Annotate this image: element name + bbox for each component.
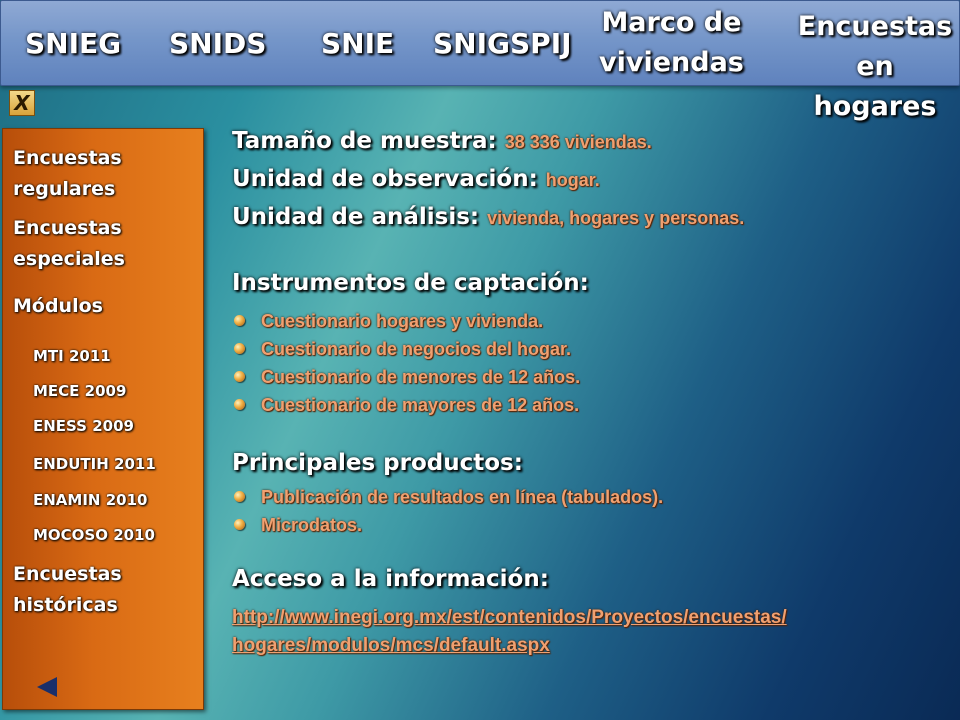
nav-marco-viviendas[interactable] <box>599 3 744 83</box>
list-item-text: Publicación de resultados en línea (tabulados). <box>261 487 664 507</box>
nav-marco-line2: viviendas <box>599 47 744 78</box>
top-nav-bar <box>0 0 960 122</box>
products-title: Principales productos: <box>232 450 523 476</box>
bullet-icon <box>234 343 245 354</box>
sidebar-item-label: Encuestas <box>13 563 122 585</box>
sidebar-item-encuestas-regulares[interactable] <box>13 143 122 205</box>
sidebar-item-modulos[interactable]: Módulos <box>13 295 103 317</box>
sidebar-item-label: especiales <box>13 248 125 270</box>
info-link-line1: http://www.inegi.org.mx/est/contenidos/Proyectos/encuestas/ <box>232 607 787 628</box>
analysis-unit-value: vivienda, hogares y personas. <box>487 208 745 228</box>
back-arrow-icon[interactable] <box>37 677 57 697</box>
sidebar-item-label: Encuestas <box>13 147 122 169</box>
nav-encuestas-line2: en hogares <box>813 51 937 122</box>
sidebar-sub-endutih-2011[interactable]: ENDUTIH 2011 <box>33 455 156 473</box>
close-icon[interactable]: X <box>9 90 35 116</box>
observation-unit-line <box>232 166 600 192</box>
nav-marco-line1: Marco de <box>601 7 742 38</box>
list-item-text: Cuestionario de menores de 12 años. <box>261 367 581 387</box>
nav-snigspij[interactable]: SNIGSPIJ <box>433 27 572 60</box>
list-item-text: Cuestionario hogares y vivienda. <box>261 311 544 331</box>
observation-unit-label: Unidad de observación: <box>232 166 546 192</box>
instruments-title: Instrumentos de captación: <box>232 270 589 296</box>
sample-size-label: Tamaño de muestra: <box>232 128 505 154</box>
bullet-icon <box>234 399 245 410</box>
bullet-icon <box>234 371 245 382</box>
list-item-text: Cuestionario de mayores de 12 años. <box>261 395 580 415</box>
nav-encuestas-hogares[interactable] <box>791 7 959 127</box>
sidebar-item-encuestas-especiales[interactable] <box>13 213 125 275</box>
sidebar <box>2 128 204 710</box>
analysis-unit-label: Unidad de análisis: <box>232 204 488 230</box>
sidebar-sub-enamin-2010[interactable]: ENAMIN 2010 <box>33 491 148 509</box>
nav-snids[interactable]: SNIDS <box>169 27 267 60</box>
sidebar-item-label: regulares <box>13 178 116 200</box>
sidebar-sub-eness-2009[interactable]: ENESS 2009 <box>33 417 134 435</box>
info-link[interactable] <box>232 604 952 660</box>
sample-size-line <box>232 128 652 154</box>
bullet-icon <box>234 519 245 530</box>
analysis-unit-line <box>232 204 744 230</box>
nav-snieg[interactable]: SNIEG <box>25 27 122 60</box>
sidebar-sub-mti-2011[interactable]: MTI 2011 <box>33 347 111 365</box>
sidebar-sub-mocoso-2010[interactable]: MOCOSO 2010 <box>33 526 155 544</box>
nav-encuestas-line1: Encuestas <box>797 11 953 42</box>
nav-snie[interactable]: SNIE <box>321 27 395 60</box>
bullet-icon <box>234 315 245 326</box>
list-item-text: Cuestionario de negocios del hogar. <box>261 339 572 359</box>
access-title: Acceso a la información: <box>232 566 549 592</box>
bullet-icon <box>234 491 245 502</box>
list-item-text: Microdatos. <box>261 515 363 535</box>
observation-unit-value: hogar. <box>545 170 600 190</box>
sidebar-item-label: históricas <box>13 594 118 616</box>
sidebar-item-encuestas-historicas[interactable] <box>13 559 122 621</box>
sidebar-sub-mece-2009[interactable]: MECE 2009 <box>33 382 127 400</box>
sidebar-item-label: Encuestas <box>13 217 122 239</box>
sample-size-value: 38 336 viviendas. <box>504 132 652 152</box>
info-link-line2: hogares/modulos/mcs/default.aspx <box>232 635 550 656</box>
